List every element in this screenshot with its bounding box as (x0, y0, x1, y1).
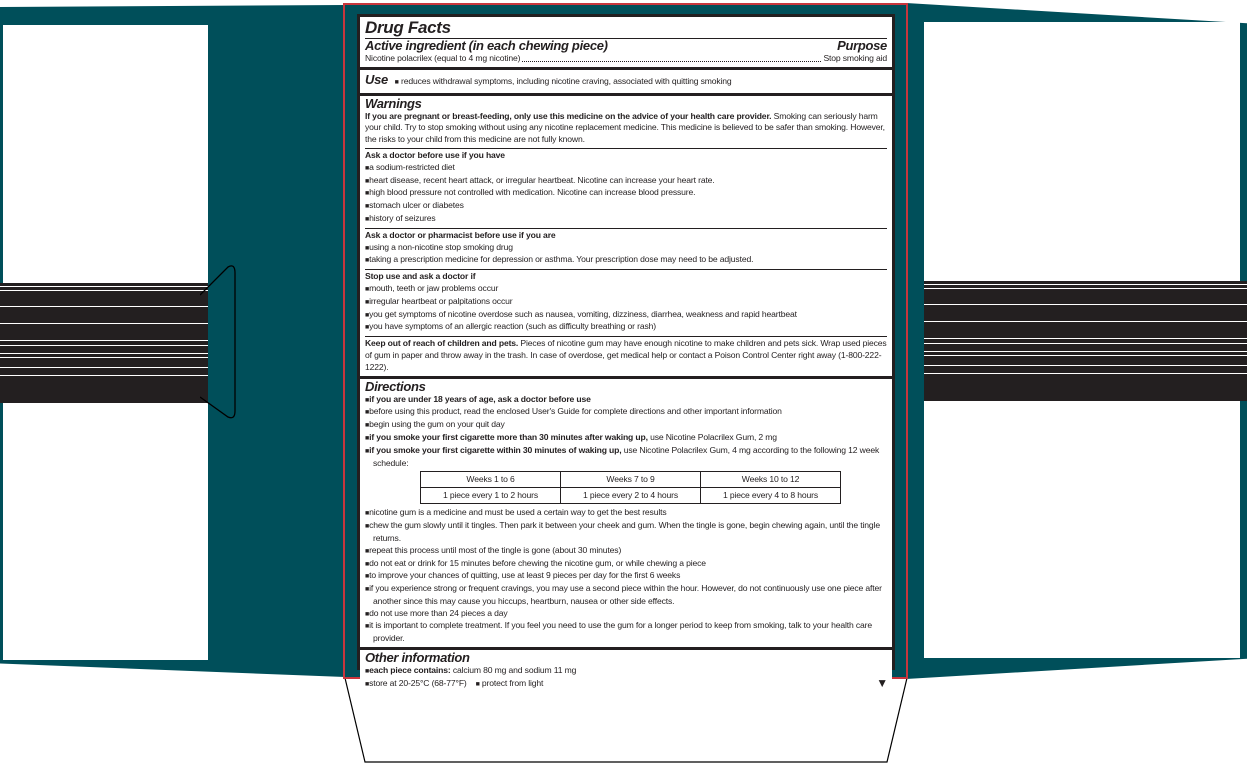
list-item: ■ before using this product, read the enclosed User's Guide for complete directions and other important information (365, 406, 887, 419)
drug-facts-panel (343, 3, 908, 690)
use-section: Use ■ reduces withdrawal symptoms, including nicotine craving, associated with quitting smoking (360, 70, 892, 93)
table-header: Weeks 10 to 12 (701, 472, 841, 488)
list-item: ■ it is important to complete treatment. If you feel you need to use the gum for a longer period to keep from smoking, talk to your health care provider. (365, 620, 887, 645)
keep-out-bold: Keep out of reach of children and pets. (365, 338, 519, 349)
list-item: ■ using a non-nicotine stop smoking drug (365, 242, 887, 255)
list-item: ■ do not use more than 24 pieces a day (365, 608, 887, 621)
purpose: Stop smoking aid (823, 53, 887, 63)
purpose-heading: Purpose (837, 38, 887, 53)
stop-use-heading: Stop use and ask a doctor if (365, 271, 476, 282)
list-item: ■ if you smoke your first cigarette within 30 minutes of waking up, use Nicotine Polacrilex Gum, 4 mg according to the following 12 week schedule: (365, 445, 887, 470)
list-item: ■ high blood pressure not controlled with medication. Nicotine can increase blood pressure. (365, 187, 887, 200)
table-cell: 1 piece every 1 to 2 hours (421, 488, 561, 504)
dosing-schedule-table (420, 471, 841, 504)
pregnancy-warning-text: Smoking can seriously harm your child. Try to stop smoking without using any nicotine replacement medicine. This medicine is believed to be safer than smoking. However, the risks to your child from this medicine are not fully known. (365, 110, 885, 145)
warnings-section (360, 96, 892, 376)
list-item: ■ store at 20-25°C (68-77°F) ■ protect from light (365, 678, 887, 691)
list-item: ■ if you smoke your first cigarette more than 30 minutes after waking up, use Nicotine Polacrilex Gum, 2 mg (365, 432, 887, 445)
list-item: ■ begin using the gum on your quit day (365, 419, 887, 432)
table-cell: 1 piece every 2 to 4 hours (561, 488, 701, 504)
keep-out-text: Pieces of nicotine gum may have enough nicotine to make children and pets sick. Wrap used pieces of gum in paper and throw away in the trash. In case of overdose, get medical help or contact a Poison Control Center right away (1-800-222-1222). (365, 338, 887, 372)
table-header: Weeks 7 to 9 (561, 472, 701, 488)
active-ingredient-section (360, 17, 892, 67)
list-item: ■ to improve your chances of quitting, use at least 9 pieces per day for the first 6 weeks (365, 570, 887, 583)
ingredient: Nicotine polacrilex (equal to 4 mg nicotine) (365, 53, 521, 63)
list-item: ■ repeat this process until most of the tingle is gone (about 30 minutes) (365, 545, 887, 558)
list-item: ■ you have symptoms of an allergic reaction (such as difficulty breathing or rash) (365, 321, 887, 334)
ask-doctor-heading: Ask a doctor before use if you have (365, 149, 505, 160)
list-item: ■ a sodium-restricted diet (365, 162, 887, 175)
other-information-section (360, 650, 892, 693)
list-item: ■ mouth, teeth or jaw problems occur (365, 283, 887, 296)
directions-section (360, 379, 892, 648)
left-blank-panel-lower (3, 403, 208, 660)
list-item: ■ chew the gum slowly until it tingles. Then park it between your cheek and gum. When the tingle is gone, begin chewing again, until the tingle returns. (365, 520, 887, 545)
ask-pharmacist-heading: Ask a doctor or pharmacist before use if you are (365, 229, 556, 240)
list-item: ■ do not eat or drink for 15 minutes before chewing the nicotine gum, or while chewing a piece (365, 558, 887, 571)
tab-slot-outline (200, 265, 240, 425)
drug-facts-title: Drug Facts (365, 18, 887, 39)
warnings-heading: Warnings (365, 95, 422, 111)
list-item: ■ nicotine gum is a medicine and must be used a certain way to get the best results (365, 507, 887, 520)
active-ingredient-heading: Active ingredient (in each chewing piece) (365, 38, 608, 53)
directions-heading: Directions (365, 378, 426, 394)
use-text: reduces withdrawal symptoms, including nicotine craving, associated with quitting smoking (401, 75, 732, 86)
left-barcode-stripes (0, 283, 208, 403)
table-header: Weeks 1 to 6 (421, 472, 561, 488)
list-item: ■ irregular heartbeat or palpitations occur (365, 296, 887, 309)
pregnancy-warning-bold: If you are pregnant or breast-feeding, only use this medicine on the advice of your health care provider. (365, 110, 772, 121)
use-heading: Use (365, 71, 388, 87)
list-item: ■ heart disease, recent heart attack, or irregular heartbeat. Nicotine can increase your heart rate. (365, 175, 887, 188)
drug-facts-label (357, 14, 895, 690)
list-item: ■ if you experience strong or frequent cravings, you may use a second piece within the hour. However, do not continuously use one piece after another since this may cause you hiccups, heartburn, nausea or other side effects. (365, 583, 887, 608)
right-barcode-stripes (924, 281, 1247, 401)
list-item: ■ if you are under 18 years of age, ask a doctor before use (365, 394, 887, 407)
list-item: ■ history of seizures (365, 213, 887, 226)
list-item: ■ taking a prescription medicine for depression or asthma. Your prescription dose may need to be adjusted. (365, 254, 887, 267)
continue-arrow-icon: ▼ (876, 675, 888, 690)
list-item: ■ you get symptoms of nicotine overdose such as nausea, vomiting, dizziness, diarrhea, weakness and rapid heartbeat (365, 309, 887, 322)
table-cell: 1 piece every 4 to 8 hours (701, 488, 841, 504)
other-information-heading: Other information (365, 650, 470, 666)
list-item: ■ each piece contains: calcium 80 mg and sodium 11 mg (365, 665, 887, 678)
list-item: ■ stomach ulcer or diabetes (365, 200, 887, 213)
